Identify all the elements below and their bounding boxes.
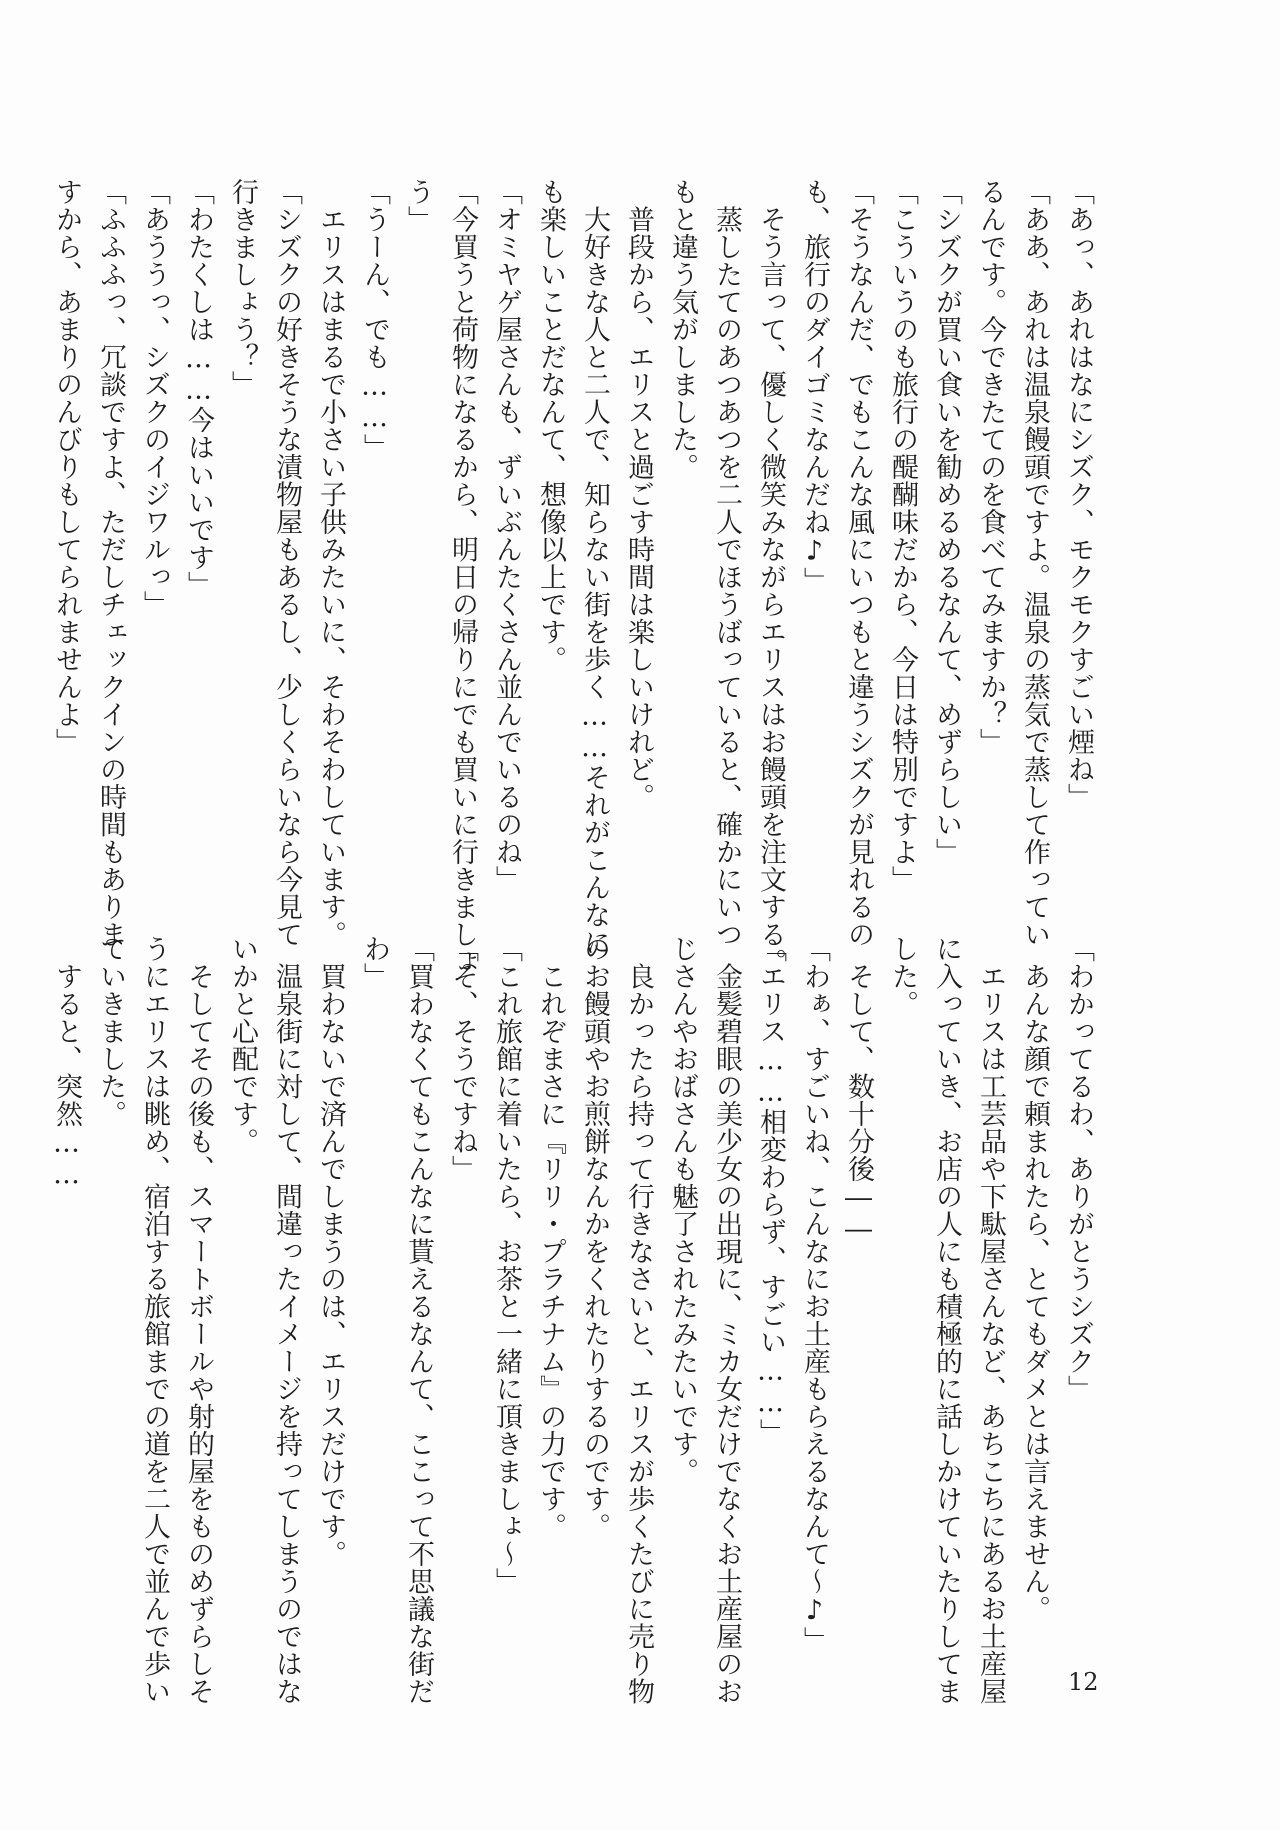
top-text-line: う」	[403, 178, 434, 233]
bottom-text-line: 金髪碧眼の美少女の出現に、ミカ女だけでなくお土産屋のお	[711, 935, 742, 1705]
bottom-text-line: じさんやおばさんも魅了されたみたいです。	[667, 935, 698, 1485]
bottom-text-line: 「そ、そうですね」	[447, 935, 478, 1183]
bottom-text-line: 良かったら持って行きなさいと、エリスが歩くたびに売り物	[623, 935, 654, 1705]
top-text-line: も楽しいことだなんて、想像以上です。	[535, 178, 566, 673]
bottom-text-line: あんな顔で頼まれたら、とてもダメとは言えません。	[1019, 935, 1050, 1623]
bottom-text-line: いかと心配です。	[227, 935, 258, 1155]
top-text-line: 「そうなんだ、でもこんな風にいつもと違うシズクが見れるの	[843, 178, 874, 948]
bottom-text-line: そしてその後も、スマートボールや射的屋をものめずらしそ	[183, 935, 214, 1705]
top-text-line: 「わたくしは……今はいいです」	[183, 178, 214, 599]
bottom-text-line: に入っていき、お店の人にも積極的に話しかけていたりしてま	[931, 935, 962, 1705]
top-text-line: 「オミヤゲ屋さんも、ずいぶんたくさん並んでいるのね」	[491, 178, 522, 893]
bottom-text-line: エリスは工芸品や下駄屋さんなど、あちこちにあるお土産屋	[975, 935, 1006, 1705]
bottom-text-line: すると、突然……	[51, 935, 82, 1191]
top-text-line: すから、あまりのんびりもしてられませんよ」	[51, 178, 82, 756]
top-text-line: 蒸したてのあつあつを二人でほうばっていると、確かにいつ	[711, 178, 742, 948]
bottom-text-line: した。	[887, 935, 918, 1018]
top-text-line: 「ああ、あれは温泉饅頭ですよ。温泉の蒸気で蒸して作ってい	[1019, 178, 1050, 948]
bottom-text-line: 買わないで済んでしまうのは、エリスだけです。	[315, 935, 346, 1568]
bottom-text-line: 温泉街に対して、間違ったイメージを持ってしまうのではな	[271, 935, 302, 1705]
top-text-line: るんです。今できたてのを食べてみますか？」	[975, 178, 1006, 756]
top-text-line: 「あううっ、シズクのイジワルっ」	[139, 178, 170, 618]
top-text-line: もと違う気がしました。	[667, 178, 698, 481]
bottom-text-line: 「これ旅館に着いたら、お茶と一緒に頂きましょ～」	[491, 935, 522, 1595]
bottom-text-line: のお饅頭やお煎餅なんかをくれたりするのです。	[579, 935, 610, 1540]
bottom-text-line: 「わかってるわ、ありがとうシズク」	[1063, 935, 1094, 1403]
top-text-line: エリスはまるで小さい子供みたいに、そわそわしています。	[315, 178, 346, 948]
top-text-line: 「シズクが買い食いを勧めるめるなんて、めずらしい」	[931, 178, 962, 866]
bottom-text-line: これぞまさに『リリ・プラチナム』の力です。	[535, 935, 566, 1540]
top-text-block	[51, 178, 1100, 976]
top-text-line: も、旅行のダイゴミなんだね♪」	[799, 178, 830, 595]
top-text-line: 普段から、エリスと過ごす時間は楽しいけれど。	[623, 178, 654, 811]
bottom-text-line: そして、数十分後――	[843, 935, 874, 1246]
top-text-line: 「あっ、あれはなにシズク、モクモクすごい煙ね」	[1063, 178, 1094, 811]
top-text-line: 「ふふふっ、冗談ですよ、ただしチェックインの時間もありま	[95, 178, 126, 948]
bottom-text-line: うにエリスは眺め、宿泊する旅館までの道を二人で並んで歩い	[139, 935, 170, 1705]
bottom-text-line: 「わぁ、すごいね、こんなにお土産もらえるなんて～♪」	[799, 935, 830, 1654]
top-text-line: 行きましょう？」	[227, 178, 258, 398]
top-text-line: 「今買うと荷物になるから、明日の帰りにでも買いに行きましょ	[447, 178, 478, 976]
bottom-text-line: わ」	[359, 935, 390, 990]
top-text-line: 「こういうのも旅行の醍醐味だから、今日は特別ですよ」	[887, 178, 918, 893]
bottom-text-line: 「エリス……相変わらず、すごい……」	[755, 935, 786, 1446]
bottom-text-line: ていきました。	[95, 935, 126, 1128]
bottom-text-line: 「買わなくてもこんなに貰えるなんて、ここって不思議な街だ	[403, 935, 434, 1705]
page-number: 12	[1068, 1668, 1099, 1696]
top-text-line: 「シズクの好きそうな漬物屋もあるし、少しくらいなら今見て	[271, 178, 302, 948]
top-text-line: 「うーん、でも……」	[359, 178, 390, 461]
top-text-line: そう言って、優しく微笑みながらエリスはお饅頭を注文する。	[755, 178, 786, 976]
top-text-line: 大好きな人と二人で、知らない街を歩く……それがこんなに	[579, 178, 610, 956]
